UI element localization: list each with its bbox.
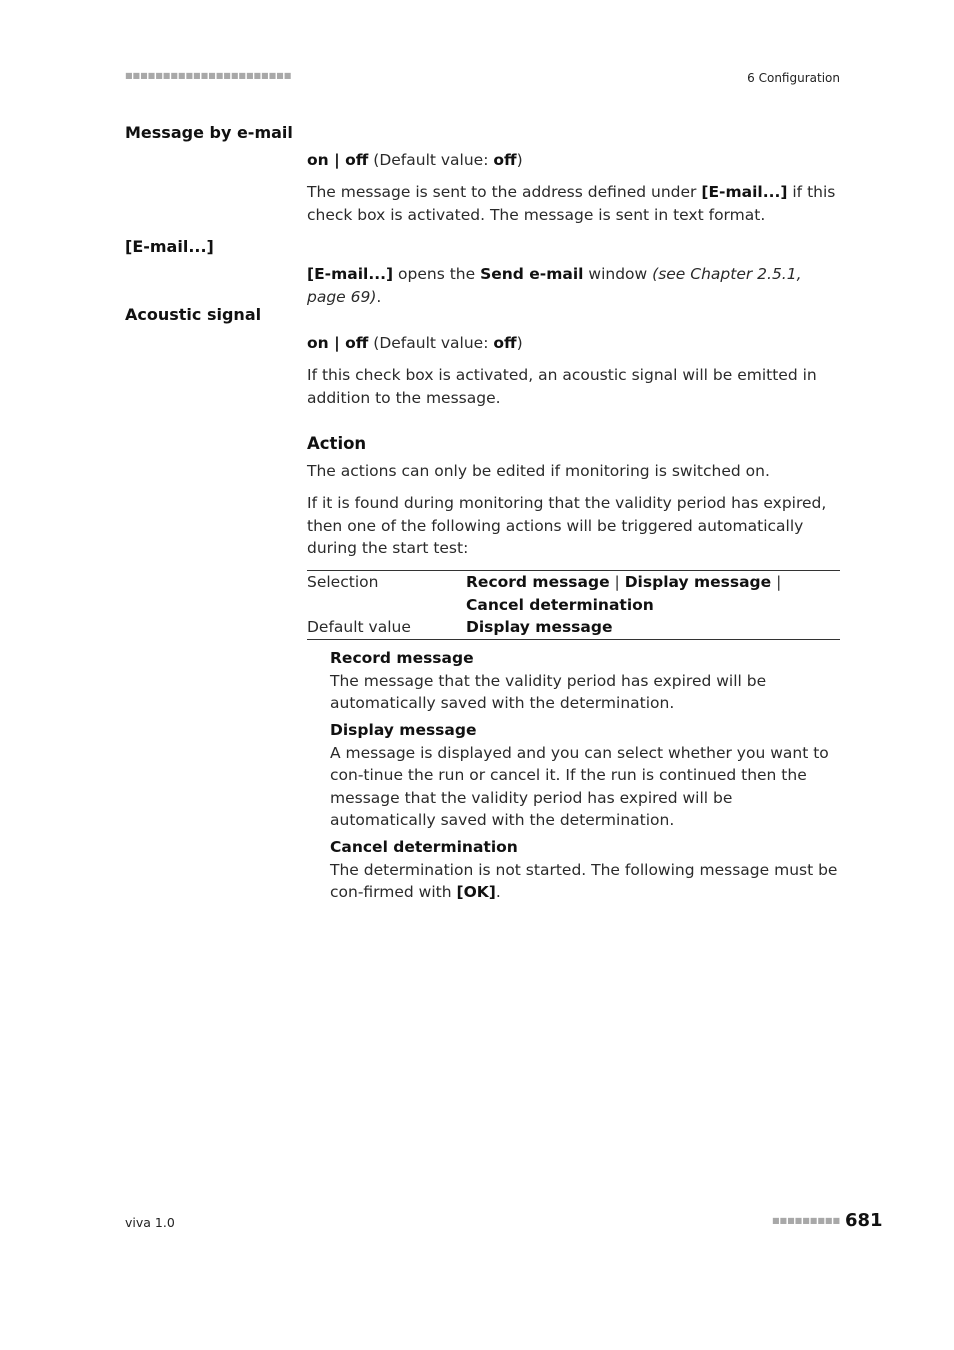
default-prefix: (Default value:	[368, 334, 494, 352]
table-row-default	[307, 616, 840, 639]
acoustic-signal-label: Acoustic signal	[125, 305, 262, 324]
acoustic-signal-values	[307, 332, 840, 355]
page-number: 681	[845, 1210, 883, 1231]
on-off-values: on | off	[307, 151, 369, 169]
desc-text: .	[376, 287, 382, 306]
selection-label: Selection	[307, 573, 379, 591]
footer-product-name: viva 1.0	[125, 1215, 175, 1230]
default-suffix: )	[516, 151, 523, 169]
desc-text: The determination is not started. The following message must be con-firmed with	[330, 860, 838, 901]
desc-text: if this check box is activated. The message is sent in text format.	[307, 183, 836, 224]
option-title: Record message	[330, 649, 474, 667]
default-value: off	[493, 151, 517, 169]
selection-option: Cancel determination	[466, 595, 654, 614]
option-title: Cancel determination	[330, 838, 518, 856]
selection-option: Display message	[624, 573, 772, 591]
selection-option: Record message	[466, 573, 610, 591]
table-row-selection	[307, 571, 840, 616]
ok-button-reference: [OK]	[456, 883, 496, 901]
action-paragraph-2: If it is found during monitoring that the validity period has expired, then one of the following actions will be triggered automatically during the start test:	[307, 494, 827, 557]
email-button-description	[307, 263, 840, 308]
email-button-reference: [E-mail...]	[701, 183, 788, 201]
message-by-email-label: Message by e-mail	[125, 123, 293, 142]
selection-options	[466, 571, 840, 616]
desc-text: .	[495, 883, 501, 901]
email-button-reference: [E-mail...]	[307, 265, 394, 283]
default-value: Display message	[466, 618, 613, 636]
option-separator: |	[609, 573, 625, 591]
message-by-email-values	[307, 149, 840, 172]
default-value-label: Default value	[307, 618, 411, 636]
option-display-message	[330, 719, 842, 832]
option-separator: |	[771, 573, 782, 591]
option-title: Display message	[330, 721, 477, 739]
option-cancel-determination	[330, 836, 842, 904]
message-by-email-description	[307, 181, 840, 226]
send-email-window-reference: Send e-mail	[480, 265, 584, 283]
default-value: off	[493, 334, 517, 352]
option-description: The message that the validity period has expired will be automatically saved with the determination.	[330, 671, 767, 712]
action-paragraph-1: The actions can only be edited if monitoring is switched on.	[307, 462, 770, 480]
option-description	[330, 859, 842, 904]
default-prefix: (Default value:	[368, 151, 494, 169]
action-heading: Action	[307, 434, 367, 453]
running-header-chapter: 6 Configuration	[747, 71, 840, 85]
chapter-cross-reference[interactable]: (see Chapter 2.5.1, page 69)	[307, 265, 802, 306]
footer-decoration: ■■■■■■■■■	[772, 1216, 841, 1225]
on-off-values: on | off	[307, 334, 369, 352]
desc-text: The message is sent to the address defined under	[307, 183, 702, 201]
header-decoration: ■■■■■■■■■■■■■■■■■■■■■■	[125, 71, 292, 80]
email-button-label: [E-mail...]	[125, 237, 214, 256]
desc-text: opens the	[393, 265, 481, 283]
acoustic-signal-description: If this check box is activated, an acoustic signal will be emitted in addition to the message.	[307, 366, 817, 407]
option-description: A message is displayed and you can select whether you want to con-tinue the run or cancel it. If the run is continued then the message that the validity period has expired will be automatically saved with the determination.	[330, 743, 829, 829]
default-suffix: )	[516, 334, 523, 352]
action-selection-table	[307, 570, 840, 640]
option-record-message	[330, 647, 842, 715]
desc-text: window	[583, 265, 653, 283]
